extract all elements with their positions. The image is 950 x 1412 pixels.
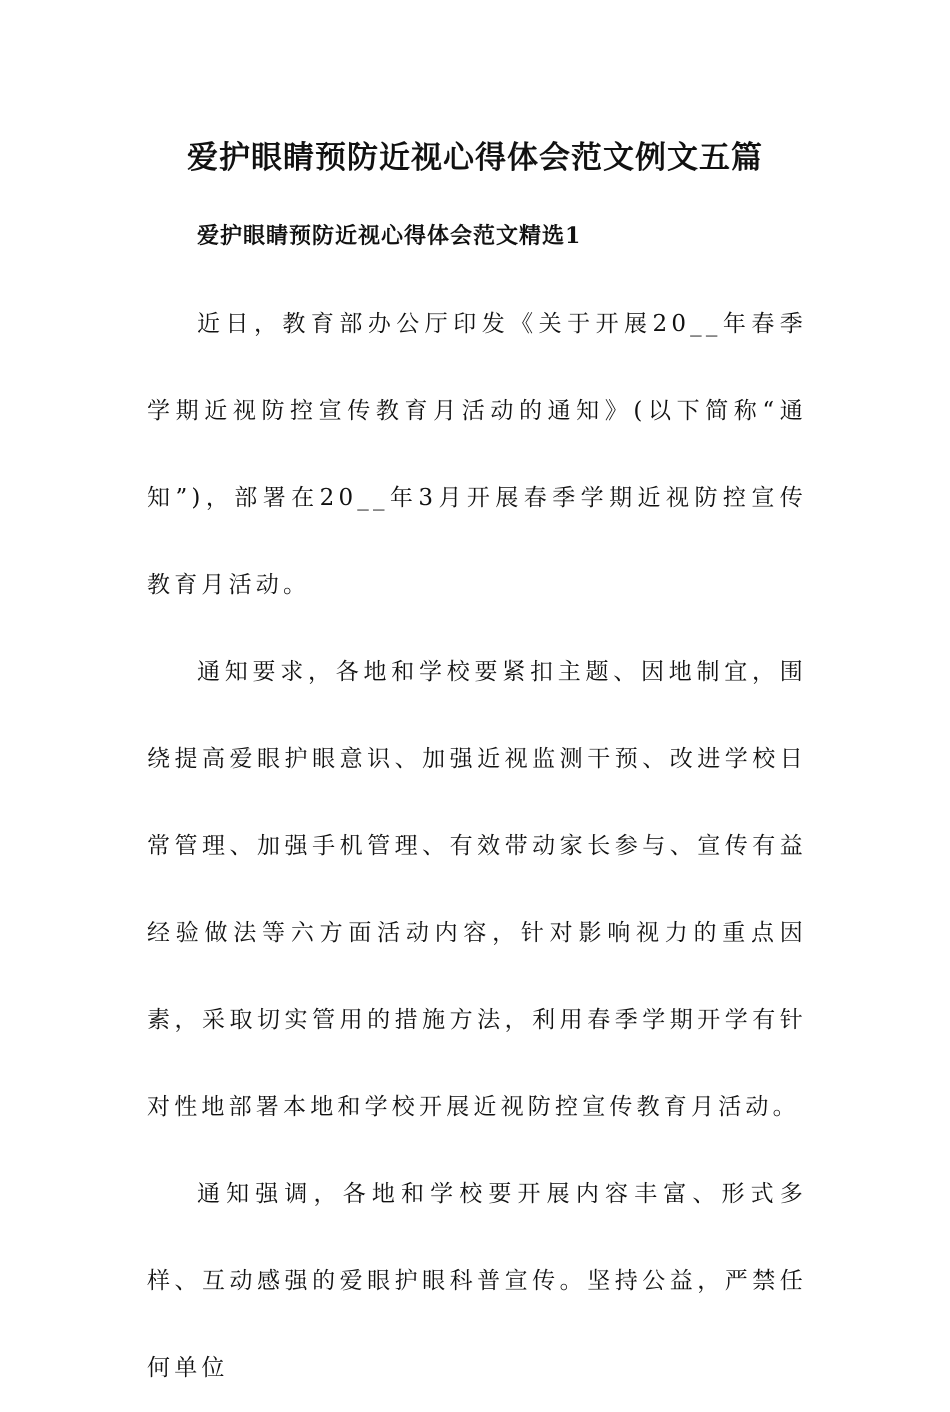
paragraph-3: 通知强调，各地和学校要开展内容丰富、形式多样、互动感强的爱眼护眼科普宣传。坚持公益，严禁任何单位 <box>147 1181 807 1381</box>
document-title: 爱护眼睛预防近视心得体会范文例文五篇 <box>187 140 763 176</box>
section-heading: 爱护眼睛预防近视心得体会范文精选1 <box>197 223 582 249</box>
document-body <box>147 281 807 1412</box>
paragraph-1: 近日，教育部办公厅印发《关于开展20__年春季学期近视防控宣传教育月活动的通知》(以下简称“通知”)，部署在20__年3月开展春季学期近视防控宣传教育月活动。 <box>147 311 807 598</box>
paragraph-2: 通知要求，各地和学校要紧扣主题、因地制宜，围绕提高爱眼护眼意识、加强近视监测干预、改进学校日常管理、加强手机管理、有效带动家长参与、宣传有益经验做法等六方面活动内容，针对影响视力的重点因素，采取切实管用的措施方法，利用春季学期开学有针对性地部署本地和学校开展近视防控宣传教育月活动。 <box>147 659 807 1120</box>
